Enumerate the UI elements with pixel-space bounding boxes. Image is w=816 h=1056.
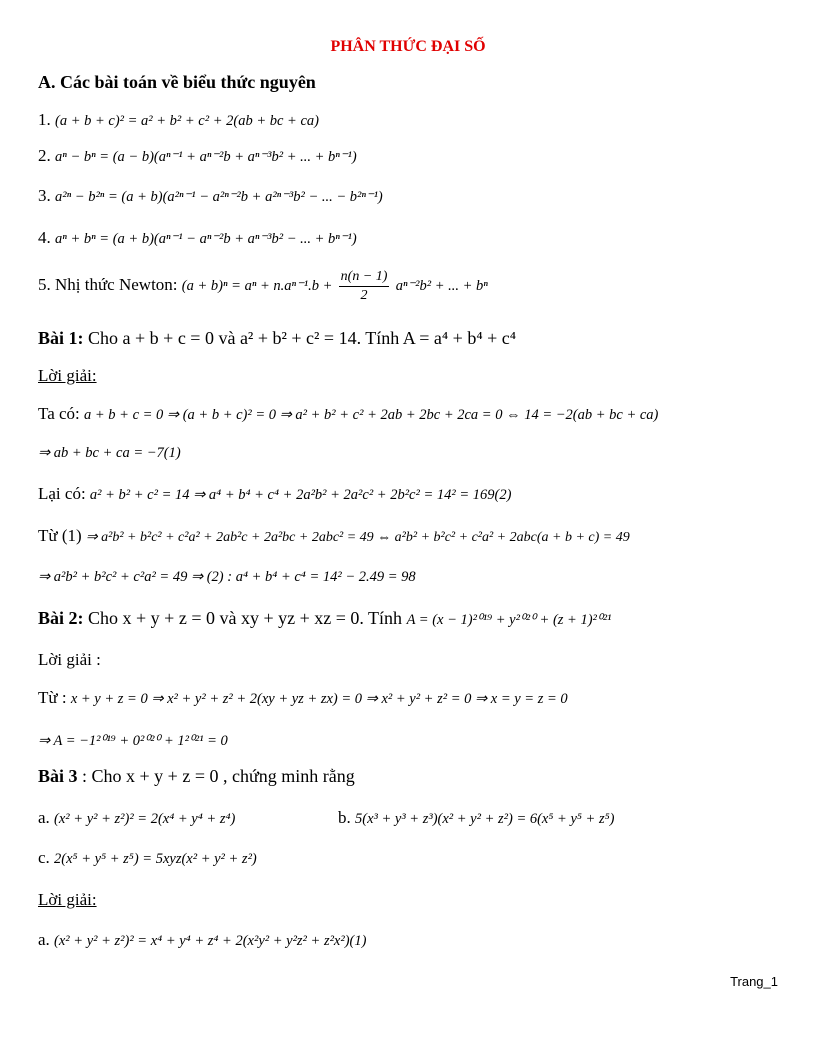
part-label: a. xyxy=(38,808,50,827)
bai1-line2 xyxy=(38,442,181,463)
bai3-text: : Cho x + y + z = 0 , chứng minh rằng xyxy=(82,766,355,786)
bai2-line2 xyxy=(38,730,228,751)
formula-number: 2. xyxy=(38,146,51,165)
formula-expr: aⁿ − bⁿ = (a − b)(aⁿ⁻¹ + aⁿ⁻²b + aⁿ⁻³b² + ... + bⁿ⁻¹) xyxy=(55,149,357,165)
line-prefix: Từ (1) xyxy=(38,526,82,545)
line-expr: x + y + z = 0 ⇒ x² + y² + z² + 2(xy + yz + zx) = 0 ⇒ x² + y² + z² = 0 ⇒ x = y = z = 0 xyxy=(70,691,568,707)
formula-1 xyxy=(38,110,319,131)
line-expr: ⇒ a²b² + b²c² + c²a² + 2ab²c + 2a²bc + 2abc² = 49 ⇔ a²b² + b²c² + c²a² + 2abc(a + b + c) = 49 xyxy=(85,530,630,545)
formula-number: 3. xyxy=(38,186,51,205)
fraction-numerator: n(n − 1) xyxy=(339,268,390,287)
line-expr: a + b + c = 0 ⇒ (a + b + c)² = 0 ⇒ a² + b² + c² + 2ab + 2bc + 2ca = 0 ⇔ 14 = −2(ab + bc + ca) xyxy=(84,407,659,423)
bai1-line5 xyxy=(38,566,416,587)
line-prefix: Lại có: xyxy=(38,484,86,503)
bai2-statement xyxy=(38,608,611,630)
part-label: a. xyxy=(38,930,50,949)
page-footer: Trang_1 xyxy=(730,974,778,989)
newton-left: (a + b)ⁿ = aⁿ + n.aⁿ⁻¹.b + xyxy=(181,278,333,294)
page-title: PHÂN THỨC ĐẠI SỐ xyxy=(330,38,486,55)
newton-right: aⁿ⁻²b² + ... + bⁿ xyxy=(395,278,488,294)
bai2-text: Cho x + y + z = 0 và xy + yz + xz = 0. Tính xyxy=(88,608,403,628)
part-expr: 5(x³ + y³ + z³)(x² + y² + z²) = 6(x⁵ + y⁵ + z⁵) xyxy=(355,811,615,827)
line-expr: ⇒ A = −1²⁰¹⁹ + 0²⁰²⁰ + 1²⁰²¹ = 0 xyxy=(38,733,228,749)
part-expr: (x² + y² + z²)² = x⁴ + y⁴ + z⁴ + 2(x²y² + y²z² + z²x²)(1) xyxy=(54,933,367,949)
bai1-line4 xyxy=(38,526,630,548)
bai3-loigiai: Lời giải: xyxy=(38,890,97,909)
bai3-part-b xyxy=(338,808,614,829)
bai3-part-a xyxy=(38,808,235,829)
bai1-text: Cho a + b + c = 0 và a² + b² + c² = 14. Tính A = a⁴ + b⁴ + c⁴ xyxy=(88,328,517,348)
line-prefix: Ta có: xyxy=(38,404,80,423)
bai1-label: Bài 1: xyxy=(38,328,84,348)
bai2-label: Bài 2: xyxy=(38,608,84,628)
section-a-heading: A. Các bài toán về biểu thức nguyên xyxy=(38,72,316,92)
bai3-part-c xyxy=(38,848,257,869)
part-expr: 2(x⁵ + y⁵ + z⁵) = 5xyz(x² + y² + z²) xyxy=(54,851,257,867)
bai1-line3 xyxy=(38,484,511,505)
formula-2 xyxy=(38,146,357,167)
formula-number: 1. xyxy=(38,110,51,129)
part-expr: (x² + y² + z²)² = 2(x⁴ + y⁴ + z⁴) xyxy=(54,811,236,827)
formula-expr: (a + b + c)² = a² + b² + c² + 2(ab + bc + ca) xyxy=(55,113,319,129)
part-label: c. xyxy=(38,848,50,867)
formula-4 xyxy=(38,228,357,249)
newton-label: 5. Nhị thức Newton: xyxy=(38,275,178,294)
line-expr: ⇒ a²b² + b²c² + c²a² = 49 ⇒ (2) : a⁴ + b⁴ + c⁴ = 14² − 2.49 = 98 xyxy=(38,569,416,585)
line-expr: ⇒ ab + bc + ca = −7(1) xyxy=(38,445,181,461)
bai1-line1 xyxy=(38,404,658,425)
bai1-statement xyxy=(38,328,516,348)
bai2-expr: A = (x − 1)²⁰¹⁹ + y²⁰²⁰ + (z + 1)²⁰²¹ xyxy=(406,612,612,628)
formula-5-newton xyxy=(38,266,488,305)
bai3-label: Bài 3 xyxy=(38,766,78,786)
formula-3 xyxy=(38,186,383,207)
line-prefix: Từ : xyxy=(38,688,67,707)
line-expr: a² + b² + c² = 14 ⇒ a⁴ + b⁴ + c⁴ + 2a²b² + 2a²c² + 2b²c² = 14² = 169(2) xyxy=(89,487,512,503)
formula-expr: aⁿ + bⁿ = (a + b)(aⁿ⁻¹ − aⁿ⁻²b + aⁿ⁻³b² − ... + bⁿ⁻¹) xyxy=(55,231,357,247)
bai2-loigiai: Lời giải : xyxy=(38,650,101,669)
formula-expr: a²ⁿ − b²ⁿ = (a + b)(a²ⁿ⁻¹ − a²ⁿ⁻²b + a²ⁿ⁻³b² − ... − b²ⁿ⁻¹) xyxy=(55,189,383,205)
bai1-loigiai: Lời giải: xyxy=(38,366,97,385)
part-label: b. xyxy=(338,808,351,827)
bai2-line1 xyxy=(38,688,568,709)
bai3-statement xyxy=(38,766,355,786)
bai3-solution-a xyxy=(38,930,366,951)
formula-number: 4. xyxy=(38,228,51,247)
newton-fraction xyxy=(339,268,390,305)
fraction-denominator: 2 xyxy=(360,287,368,303)
